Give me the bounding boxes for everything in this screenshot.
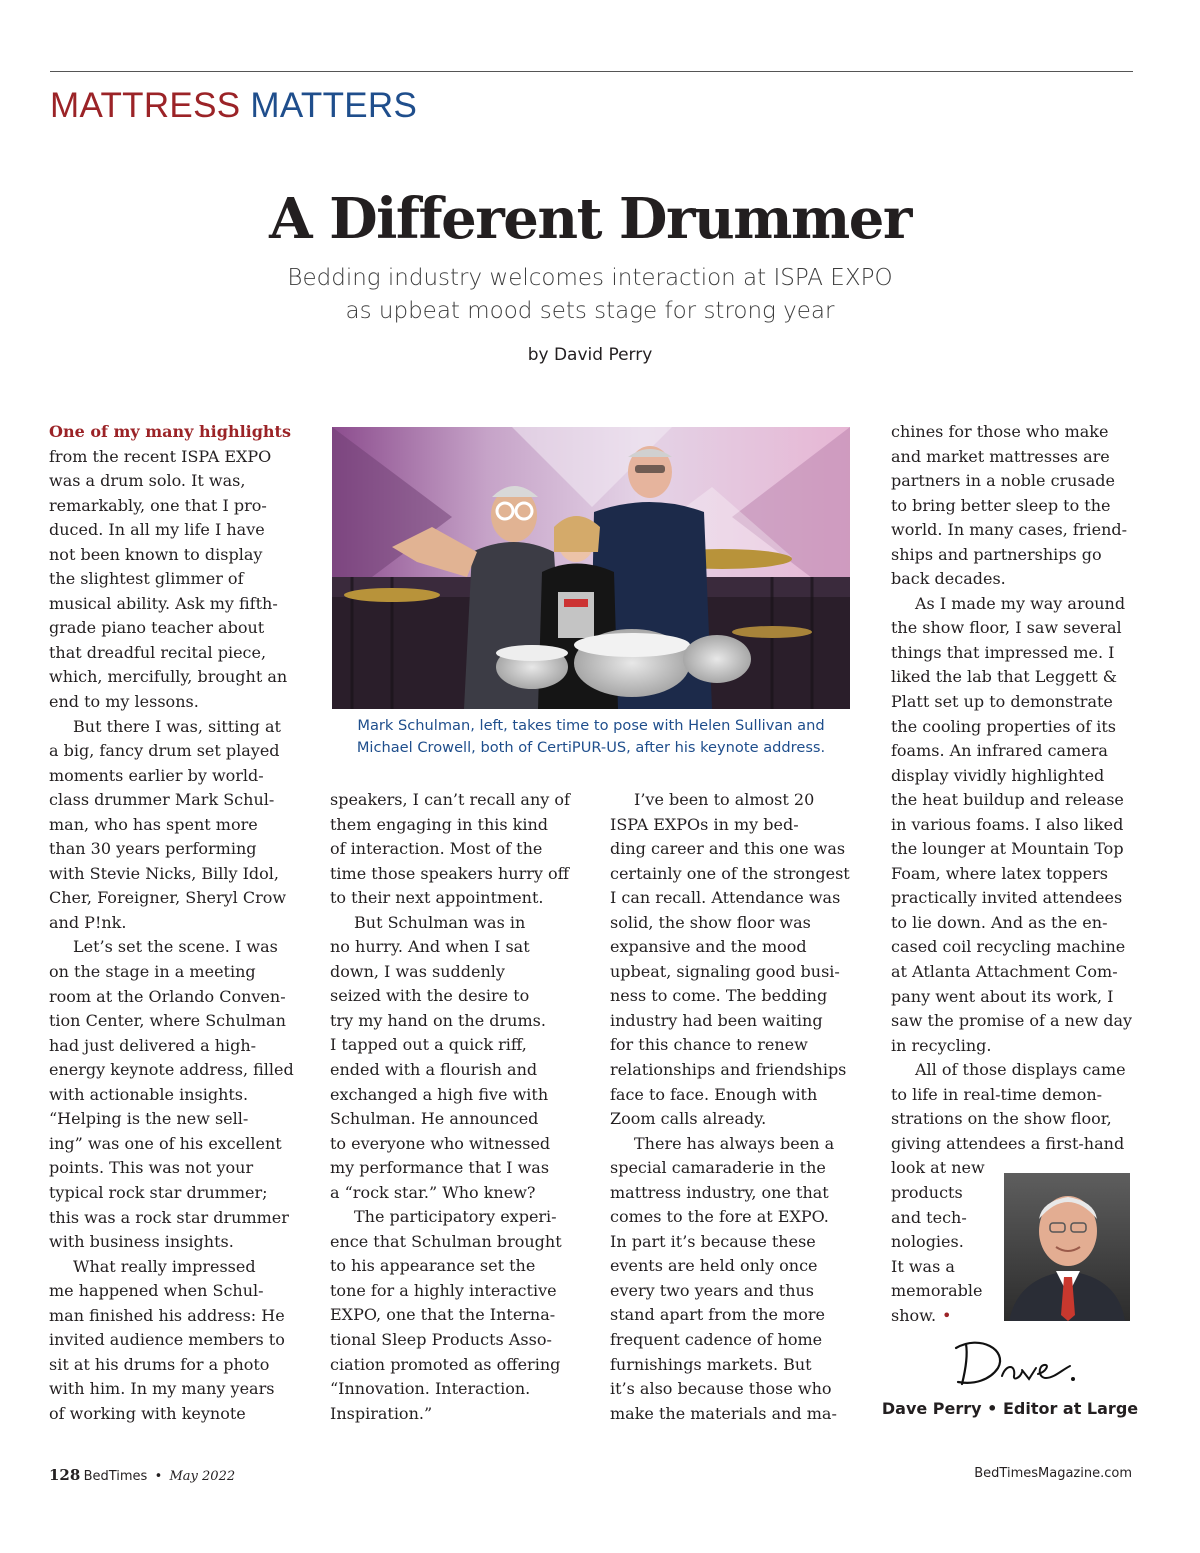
text-line: mattress industry, one that <box>610 1182 829 1202</box>
text-line: back decades. <box>891 569 1006 589</box>
text-line: not been known to display <box>49 544 263 564</box>
text-line: face to face. Enough with <box>610 1084 818 1104</box>
text-line: no hurry. And when I sat <box>330 937 530 957</box>
text-line: chines for those who make <box>891 422 1109 441</box>
text-line: There has always been a <box>634 1133 835 1153</box>
text-line: with business insights. <box>49 1232 234 1252</box>
text-line: saw the promise of a new day <box>891 1011 1133 1031</box>
text-line: from the recent ISPA EXPO <box>49 446 272 466</box>
text-line: man, who has spent more <box>49 814 258 834</box>
text-line: exchanged a high five with <box>330 1084 549 1104</box>
text-line: energy keynote address, filled <box>49 1060 294 1080</box>
text-line: ships and partnerships go <box>891 544 1102 564</box>
text-line: expansive and the mood <box>610 937 807 957</box>
section-label <box>50 86 417 126</box>
text-line: liked the lab that Leggett & <box>891 667 1118 687</box>
text-line: Foam, where latex toppers <box>891 863 1108 883</box>
text-line: As I made my way around <box>915 593 1126 613</box>
text-line: I can recall. Attendance was <box>610 888 841 908</box>
headline: A Different Drummer <box>269 186 911 252</box>
text-line: practically invited attendees <box>891 888 1123 908</box>
text-line: sit at his drums for a photo <box>49 1354 270 1374</box>
text-line: seized with the desire to <box>330 986 530 1006</box>
byline: by David Perry <box>527 345 653 365</box>
text-line: ness to come. The bedding <box>610 986 828 1006</box>
text-line: world. In many cases, friend- <box>891 520 1128 540</box>
text-line: make the materials and ma- <box>610 1403 837 1423</box>
text-line: the show floor, I saw several <box>891 618 1122 638</box>
text-line: to lie down. And as the en- <box>891 912 1108 932</box>
text-line: But there I was, sitting at <box>73 716 281 736</box>
text-line: of working with keynote <box>49 1403 246 1423</box>
text-line: at Atlanta Attachment Com- <box>891 962 1118 982</box>
text-line: the heat buildup and release <box>891 790 1124 810</box>
text-line: Schulman. He announced <box>330 1109 539 1129</box>
text-line: man finished his address: He <box>49 1305 285 1325</box>
text-line: in recycling. <box>891 1035 992 1055</box>
text-line: But Schulman was in <box>354 912 526 932</box>
lead-in: One of my many highlights <box>49 422 291 441</box>
magazine-name: BedTimes <box>83 1469 148 1484</box>
text-line: furnishings markets. But <box>610 1354 812 1374</box>
text-line: class drummer Mark Schul- <box>49 790 275 810</box>
text-line: tone for a highly interactive <box>330 1280 557 1300</box>
text-line: and P!nk. <box>49 912 127 932</box>
text-line: frequent cadence of home <box>610 1330 823 1350</box>
text-line: special camaraderie in the <box>610 1158 826 1178</box>
text-line: events are held only once <box>610 1256 818 1276</box>
dek-line: as upbeat mood sets stage for strong year <box>345 298 835 324</box>
text-line: it’s also because those who <box>610 1379 832 1399</box>
text-line: with him. In my many years <box>49 1379 275 1399</box>
text-line: me happened when Schul- <box>49 1281 264 1301</box>
text-line: industry had been waiting <box>610 1010 823 1030</box>
text-line: foams. An infrared camera <box>891 741 1108 761</box>
text-line: which, mercifully, brought an <box>49 667 288 687</box>
text-line: a “rock star.” Who knew? <box>330 1182 536 1202</box>
text-line: The participatory experi- <box>354 1207 557 1227</box>
text-line: of interaction. Most of the <box>330 839 543 859</box>
text-line: EXPO, one that the Interna- <box>330 1305 556 1325</box>
text-line: things that impressed me. I <box>891 642 1115 662</box>
text-line: I’ve been to almost 20 <box>634 790 815 809</box>
text-line: ding career and this one was <box>610 839 846 859</box>
text-line: Zoom calls already. <box>610 1109 767 1129</box>
text-line: “Innovation. Interaction. <box>330 1379 531 1399</box>
text-line: solid, the show floor was <box>610 912 811 932</box>
text-line: Inspiration.” <box>330 1403 433 1423</box>
text-line: speakers, I can’t recall any of <box>330 790 570 809</box>
text-line: Platt set up to demonstrate <box>891 692 1113 712</box>
text-line: comes to the fore at EXPO. <box>610 1207 829 1227</box>
text-line: look at new <box>891 1158 985 1178</box>
text-line: to everyone who witnessed <box>330 1133 551 1153</box>
text-line: with actionable insights. <box>49 1084 249 1104</box>
text-line: had just delivered a high- <box>49 1035 257 1055</box>
author-headshot <box>1004 1173 1130 1321</box>
page-number: 128 <box>49 1466 81 1484</box>
text-line: my performance that I was <box>330 1158 550 1178</box>
article-column-3 <box>610 788 855 1426</box>
text-line: the lounger at Mountain Top <box>891 839 1124 859</box>
text-line: show. <box>891 1305 937 1325</box>
signature-name: Dave Perry • Editor at Large <box>881 1399 1139 1418</box>
text-line: typical rock star drummer; <box>49 1182 268 1202</box>
text-line: with Stevie Nicks, Billy Idol, <box>49 863 279 883</box>
signature-graphic <box>950 1330 1080 1390</box>
text-line: musical ability. Ask my fifth- <box>49 593 278 613</box>
text-line: In part it’s because these <box>610 1231 816 1251</box>
text-line: It was a <box>891 1256 955 1276</box>
text-line: ciation promoted as offering <box>330 1354 561 1374</box>
article-column-1 <box>49 420 294 1426</box>
end-mark: • <box>942 1305 952 1325</box>
header-rule <box>50 71 1133 72</box>
text-line: tional Sleep Products Asso- <box>330 1330 552 1350</box>
text-line: ended with a flourish and <box>330 1060 538 1080</box>
issue-date: May 2022 <box>169 1469 236 1484</box>
text-line: tion Center, where Schulman <box>49 1011 286 1031</box>
text-line: relationships and friendships <box>610 1060 847 1080</box>
text-line: invited audience members to <box>49 1330 285 1350</box>
caption-line: Michael Crowell, both of CertiPUR-US, after his keynote address. <box>356 739 826 756</box>
text-line: a big, fancy drum set played <box>49 741 280 761</box>
text-line: and tech- <box>891 1207 967 1227</box>
website-url: BedTimesMagazine.com <box>974 1466 1132 1481</box>
photo-caption <box>318 715 864 759</box>
text-line: time those speakers hurry off <box>330 863 570 883</box>
text-line: down, I was suddenly <box>330 961 505 981</box>
text-line: to his appearance set the <box>330 1256 536 1276</box>
text-line: the cooling properties of its <box>891 716 1116 736</box>
section-word-2: MATTERS <box>250 86 418 125</box>
text-line: room at the Orlando Conven- <box>49 986 286 1006</box>
dek <box>0 262 1180 328</box>
text-line: in various foams. I also liked <box>891 814 1124 834</box>
text-line: display vividly highlighted <box>891 765 1105 785</box>
text-line: Cher, Foreigner, Sheryl Crow <box>49 888 287 908</box>
text-line: than 30 years performing <box>49 839 257 859</box>
text-line: partners in a noble crusade <box>891 471 1115 491</box>
text-line: strations on the show floor, <box>891 1109 1112 1129</box>
text-line: nologies. <box>891 1232 964 1252</box>
text-line: that dreadful recital piece, <box>49 642 267 662</box>
text-line: this was a rock star drummer <box>49 1207 289 1227</box>
text-line: to bring better sleep to the <box>891 495 1111 515</box>
text-line: to their next appointment. <box>330 888 544 908</box>
text-line: stand apart from the more <box>610 1305 825 1325</box>
text-line: cased coil recycling machine <box>891 937 1126 957</box>
text-line: pany went about its work, I <box>891 986 1114 1006</box>
text-line: to life in real-time demon- <box>891 1084 1103 1104</box>
text-line: the slightest glimmer of <box>49 569 244 589</box>
caption-line: Mark Schulman, left, takes time to pose with Helen Sullivan and <box>357 717 825 734</box>
dek-line: Bedding industry welcomes interaction at ISPA EXPO <box>287 265 893 291</box>
footer-folio <box>49 1466 235 1484</box>
text-line: and market mattresses are <box>891 446 1110 466</box>
feature-photo <box>332 427 850 709</box>
text-line: upbeat, signaling good busi- <box>610 961 840 981</box>
text-line: products <box>891 1182 963 1202</box>
article-column-2 <box>330 788 575 1426</box>
text-line: moments earlier by world- <box>49 765 264 785</box>
text-line: ence that Schulman brought <box>330 1231 562 1251</box>
footer-separator: • <box>154 1469 163 1484</box>
text-line: was a drum solo. It was, <box>49 471 246 491</box>
text-line: them engaging in this kind <box>330 814 549 834</box>
text-line: points. This was not your <box>49 1158 254 1178</box>
section-word-1: MATTRESS <box>50 86 241 125</box>
text-line: certainly one of the strongest <box>610 863 850 883</box>
text-line: ing” was one of his excellent <box>49 1133 282 1153</box>
text-line: ISPA EXPOs in my bed- <box>610 814 799 834</box>
text-line: end to my lessons. <box>49 692 199 712</box>
text-line: try my hand on the drums. <box>330 1010 546 1030</box>
text-line: I tapped out a quick riff, <box>330 1035 527 1055</box>
text-line: “Helping is the new sell- <box>49 1109 249 1129</box>
text-line: remarkably, one that I pro- <box>49 495 267 515</box>
text-line: Let’s set the scene. I was <box>73 937 278 957</box>
text-line: on the stage in a meeting <box>49 962 256 982</box>
text-line: What really impressed <box>73 1256 256 1276</box>
text-line: All of those displays came <box>915 1060 1126 1080</box>
text-line: duced. In all my life I have <box>49 520 265 540</box>
text-line: grade piano teacher about <box>49 618 265 638</box>
text-line: every two years and thus <box>610 1280 815 1300</box>
text-line: giving attendees a first-hand <box>891 1133 1125 1153</box>
text-line: for this chance to renew <box>610 1035 808 1055</box>
text-line: memorable <box>891 1281 983 1301</box>
